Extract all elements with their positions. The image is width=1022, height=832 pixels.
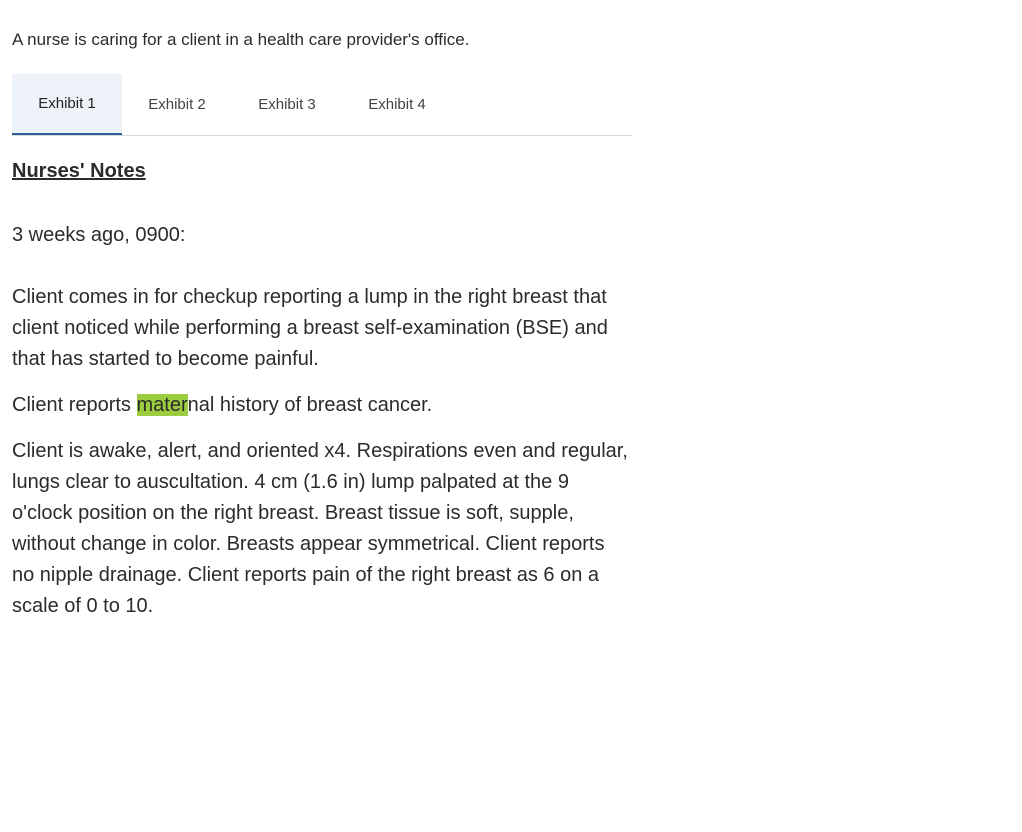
p2-pre: Client reports: [12, 394, 137, 416]
tab-exhibit-2[interactable]: Exhibit 2: [148, 96, 206, 113]
tab-exhibit-1[interactable]: Exhibit 1: [12, 74, 122, 135]
exhibit-tabs: [12, 74, 632, 136]
notes-timestamp: 3 weeks ago, 0900:: [12, 224, 186, 246]
notes-paragraph-3: Client is awake, alert, and oriented x4. Respirations even and regular, lungs clear to auscultation. 4 cm (1.6 in) lump palpated at the 9 o'clock position on the right breast. Breast tissue is soft, supple, without change in color. Breasts appear symmetrical. Client reports no nipple drainage. Client reports pain of the right breast as 6 on a scale of 0 to 10.: [12, 440, 628, 617]
tab-exhibit-4[interactable]: Exhibit 4: [368, 96, 426, 113]
highlighted-word: mater: [136, 394, 188, 416]
tab-exhibit-3[interactable]: Exhibit 3: [258, 96, 316, 113]
nurses-notes-heading: Nurses' Notes: [12, 160, 146, 182]
notes-paragraph-1: Client comes in for checkup reporting a lump in the right breast that client noticed while performing a breast self-examination (BSE) and that has started to become painful.: [12, 286, 608, 370]
notes-paragraph-2: [12, 390, 632, 421]
p2-post: nal history of breast cancer.: [187, 394, 433, 416]
scenario-text: A nurse is caring for a client in a health care provider's office.: [12, 30, 470, 49]
